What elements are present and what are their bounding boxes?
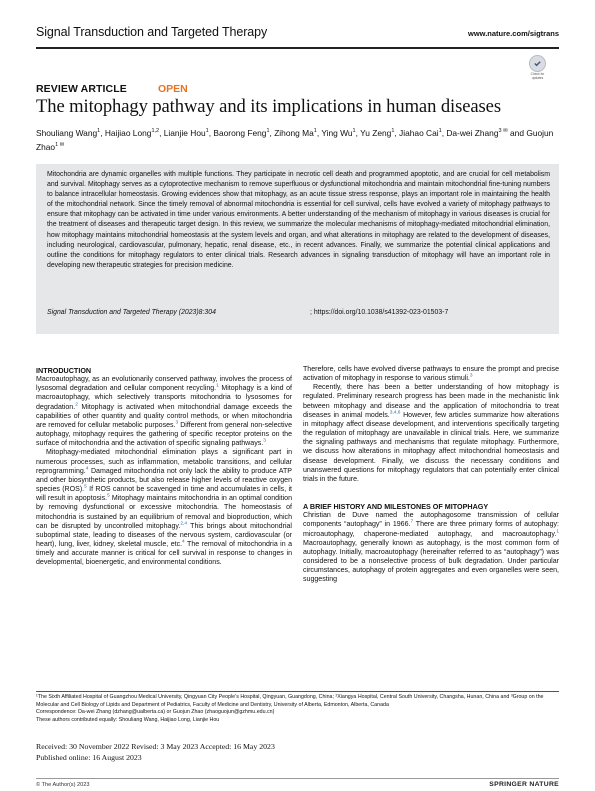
author-name[interactable]: Lianjie Hou (163, 127, 206, 138)
reference-link[interactable]: 3 (469, 373, 473, 379)
footnotes (36, 694, 559, 724)
reference-link[interactable]: 7 (410, 520, 414, 525)
paragraph: Recently, there has been a better understanding of how mitophagy is regulated. Preliminary research progress has been made in the mechanistic link between mitophagy and disease and the application of mitochondria to treat diseases in animal models.$^{3,4,6}$ However, few articles summarize how alterations in mitophagy affect disease development, and interventions specifically targeting the regulation of mitophagy are unavailable in clinical trials. Here, we summarize the signaling pathways and mechanisms that regulate mitophagy. Furthermore, we discuss how alterations in mitophagy affect mitochondrial homeostasis and disease development. Finally, we discuss the necessary conditions and unanswered questions for mitophagy regulators that can potentially enter clinical trials in the future. (303, 384, 559, 483)
correspondence-text: Correspondence: Da-wei Zhang (dzhang@ualberta.ca) or Guojun Zhao (zhaoguojun@gzhmu.edu.cn) (36, 709, 275, 716)
check-updates-icon (529, 55, 546, 72)
section-heading-history: A BRIEF HISTORY AND MILESTONES OF MITOPHAGY (303, 502, 489, 512)
author-conjunction: and (510, 127, 524, 138)
right-column (303, 365, 559, 584)
reference-link[interactable]: 3 (263, 438, 266, 444)
author-name[interactable]: Yu Zeng (360, 127, 392, 138)
author-affiliation: 1,2 (151, 128, 160, 134)
check-for-updates-badge[interactable] (526, 55, 549, 80)
author-name[interactable]: Ying Wu (321, 127, 353, 138)
copyright-text: © The Author(s) 2023 (36, 782, 90, 788)
author-affiliation: 1 (266, 128, 270, 134)
author-name[interactable]: Jiahao Cai (399, 127, 439, 138)
citation-journal: Signal Transduction and Targeted Therapy (2023)8:304 (47, 309, 216, 316)
header-divider (36, 47, 559, 49)
section-heading-introduction: INTRODUCTION (36, 366, 92, 375)
check-updates-label: Check for updates (530, 72, 545, 80)
author-affiliation: 1 (352, 128, 356, 134)
reference-link[interactable]: 5 (84, 484, 87, 490)
reference-link[interactable]: 2,4 (180, 521, 187, 527)
paragraph: Therefore, cells have evolved diverse pathways to ensure the prompt and precise activation of mitophagy in response to various stimuli.$^3$ (303, 366, 559, 383)
publisher-logo: SPRINGER NATURE (489, 781, 559, 788)
author-name[interactable]: Da-wei Zhang (446, 127, 499, 138)
left-column (36, 366, 292, 567)
section-spacer (303, 484, 559, 493)
paragraph: Mitophagy-mediated mitochondrial elimination plays a significant part in numerous processes, such as inflammation, metabolic transitions, and cellular reprogramming.$^4$ Damaged mitochondria not only lack the ability to produce ATP and other biosynthetic products, but also release higher levels of reactive oxygen species (ROS).$^5$ If ROS cannot be scavenged in time and accumulates in cells, it will result in apoptosis.$^5$ Mitophagy maintains mitochondria in an optimal condition by removing dysfunctional or excessive mitochondria. The homeostasis of mitochondria is sustained by an equilibrium of removal and bioproduction, which can be disrupted by uncontrolled mitophagy.$^{2,4}$ This brings about mitochondrial suboptimal state, leading to diseases of the nervous system, cardiovascular (or heart), lung, liver, kidney, skeletal muscle, etc.$^4$ The removal of mitochondria in a timely and accurate manner is critical for cell survival in response to changes in developmental, bioenergetic, and environmental conditions. (36, 449, 292, 567)
reference-link[interactable]: 2 (75, 402, 78, 408)
author-name[interactable]: Haijiao Long (104, 127, 152, 138)
author-affiliation: 1 (205, 128, 209, 134)
author-affiliation: 1 (438, 128, 442, 134)
author-affiliation: 1 (391, 128, 395, 134)
author-name[interactable]: Zihong Ma (274, 127, 314, 138)
reference-link[interactable]: 4 (85, 466, 89, 472)
footer-divider (36, 778, 559, 779)
article-title: The mitophagy pathway and its implications in human diseases (36, 96, 501, 117)
published-date: Published online: 16 August 2023 (36, 753, 142, 762)
author-list: Shouliang Wang$^1$, Haijiao Long$^{1,2}$, Lianjie Hou$^1$, Baorong Feng$^1$, Zihong Ma$^1$, Ying Wu$^1$, Yu Zeng$^1$, Jiahao Cai$^1$, Da-wei Zhang$^{3 ✉}$ and Guojun Zhao$^{1 ✉}$ (36, 127, 554, 152)
author-affiliation: 1 (97, 128, 101, 134)
equal-contribution-text: These authors contributed equally: Shouliang Wang, Haijiao Long, Lianjie Hou (36, 716, 220, 723)
footnote-divider (36, 691, 559, 692)
author-affiliation: 1 (313, 128, 317, 134)
author-affiliation: 1 ✉ (55, 141, 65, 148)
affiliations-text: ¹The Sixth Affiliated Hospital of Guangzhou Medical University, Qingyuan City People’s Hospital, Qingyuan, Guangdong, China; ²Xiangya Hospital, Central South University, Changsha, Hunan, China and ³Group on the Molecular and Cell Biology of Lipids and Department of Pediatrics, Faculty of Medicine and Dentistry, University of Alberta, Edmonton, Alberta, Canada (36, 694, 544, 708)
journal-name: Signal Transduction and Targeted Therapy (36, 25, 268, 39)
reference-link[interactable]: 5 (107, 493, 110, 499)
reference-link[interactable]: 1 (216, 383, 219, 389)
doi-link[interactable]: ; https://doi.org/10.1038/s41392-023-01503-7 (310, 309, 449, 316)
reference-link[interactable]: 4 (182, 539, 185, 545)
open-access-label: OPEN (158, 83, 188, 95)
article-dates: Received: 30 November 2022 Revised: 3 May 2023 Accepted: 16 May 2023 (36, 742, 275, 751)
author-affiliation: 3 ✉ (498, 128, 508, 134)
paragraph: Christian de Duve named the autophagosome transmission of cellular components “autophagy” in 1966.$^7$ There are three primary forms of autophagy: microautophagy, chaperone-mediated autophagy, and macroautophagy.$^1$ Macroautophagy, generally known as autophagy, is the most common form of autophagy. Initially, macroautophagy (hereinafter referred to as “autophagy”) was considered to be a nonselective process of bulk degradation. Under particular circumstances, autophagy of protein aggregates and even organelles were seen, suggesting (303, 512, 559, 584)
paragraph: Macroautophagy, as an evolutionarily conserved pathway, involves the process of lysosomal degradation and cellular component recycling.$^1$ Mitophagy is a kind of macroautophagy, which selectively transports mitochondria to lysosomes for degradation.$^2$ Mitophagy is activated when mitochondrial damage exceeds the capabilities of other quantity and quality control methods, or when mitochondria are removed for cellular metabolic purposes.$^3$ Different from general non-selective autophagy, mitophagy requires the gathering of specific receptor proteins on the surface of mitochondria and the activation of specific signaling pathways.$^3$ (36, 376, 292, 448)
reference-link[interactable]: 3,4,6 (389, 410, 401, 416)
abstract-text: Mitochondria are dynamic organelles with multiple functions. They participate in necrotic cell death and programmed apoptotic, and are crucial for cell metabolism and survival. Mitophagy serves as a cytoprotective mechanism to remove superfluous or dysfunctional mitochondria and maintain mitochondrial fine-tuning numbers to balance intracellular homeostasis. Growing evidences show that mitophagy, as an acute tissue stress response, plays an important role in maintaining the health of the mitochondrial network. Since the timely removal of abnormal mitochondria is essential for cell survival, cells have evolved a variety of mitophagy pathways to ensure that mitophagy can be activated in time under various environments. A better understanding of the mechanism of mitophagy in various diseases is crucial for the treatment of diseases and therapeutic target design. In this review, we summarize the molecular mechanisms of mitophagy-mediated mitochondrial elimination, how mitophagy maintains mitochondrial homeostasis at the system levels and organ, and what alterations in mitophagy are related to the development of diseases, including neurological, cardiovascular, pulmonary, hepatic, renal disease, etc., in recent advances. Finally, we summarize the potential clinical applications and outline the conditions for mitophagy regulators to enter clinical trials. Research advances in signaling transduction of mitophagy will have an important role in developing new therapeutic strategies for precision medicine. (47, 171, 550, 269)
journal-url-link[interactable]: www.nature.com/sigtrans (468, 29, 559, 38)
article-type-label: REVIEW ARTICLE (36, 83, 127, 95)
author-name[interactable]: Guojun Zhao (36, 127, 554, 152)
reference-link[interactable]: 3 (175, 420, 179, 426)
author-name[interactable]: Baorong Feng (213, 127, 267, 138)
section-spacer (303, 493, 559, 502)
reference-link[interactable]: 1 (556, 529, 559, 535)
author-name[interactable]: Shouliang Wang (36, 127, 98, 138)
